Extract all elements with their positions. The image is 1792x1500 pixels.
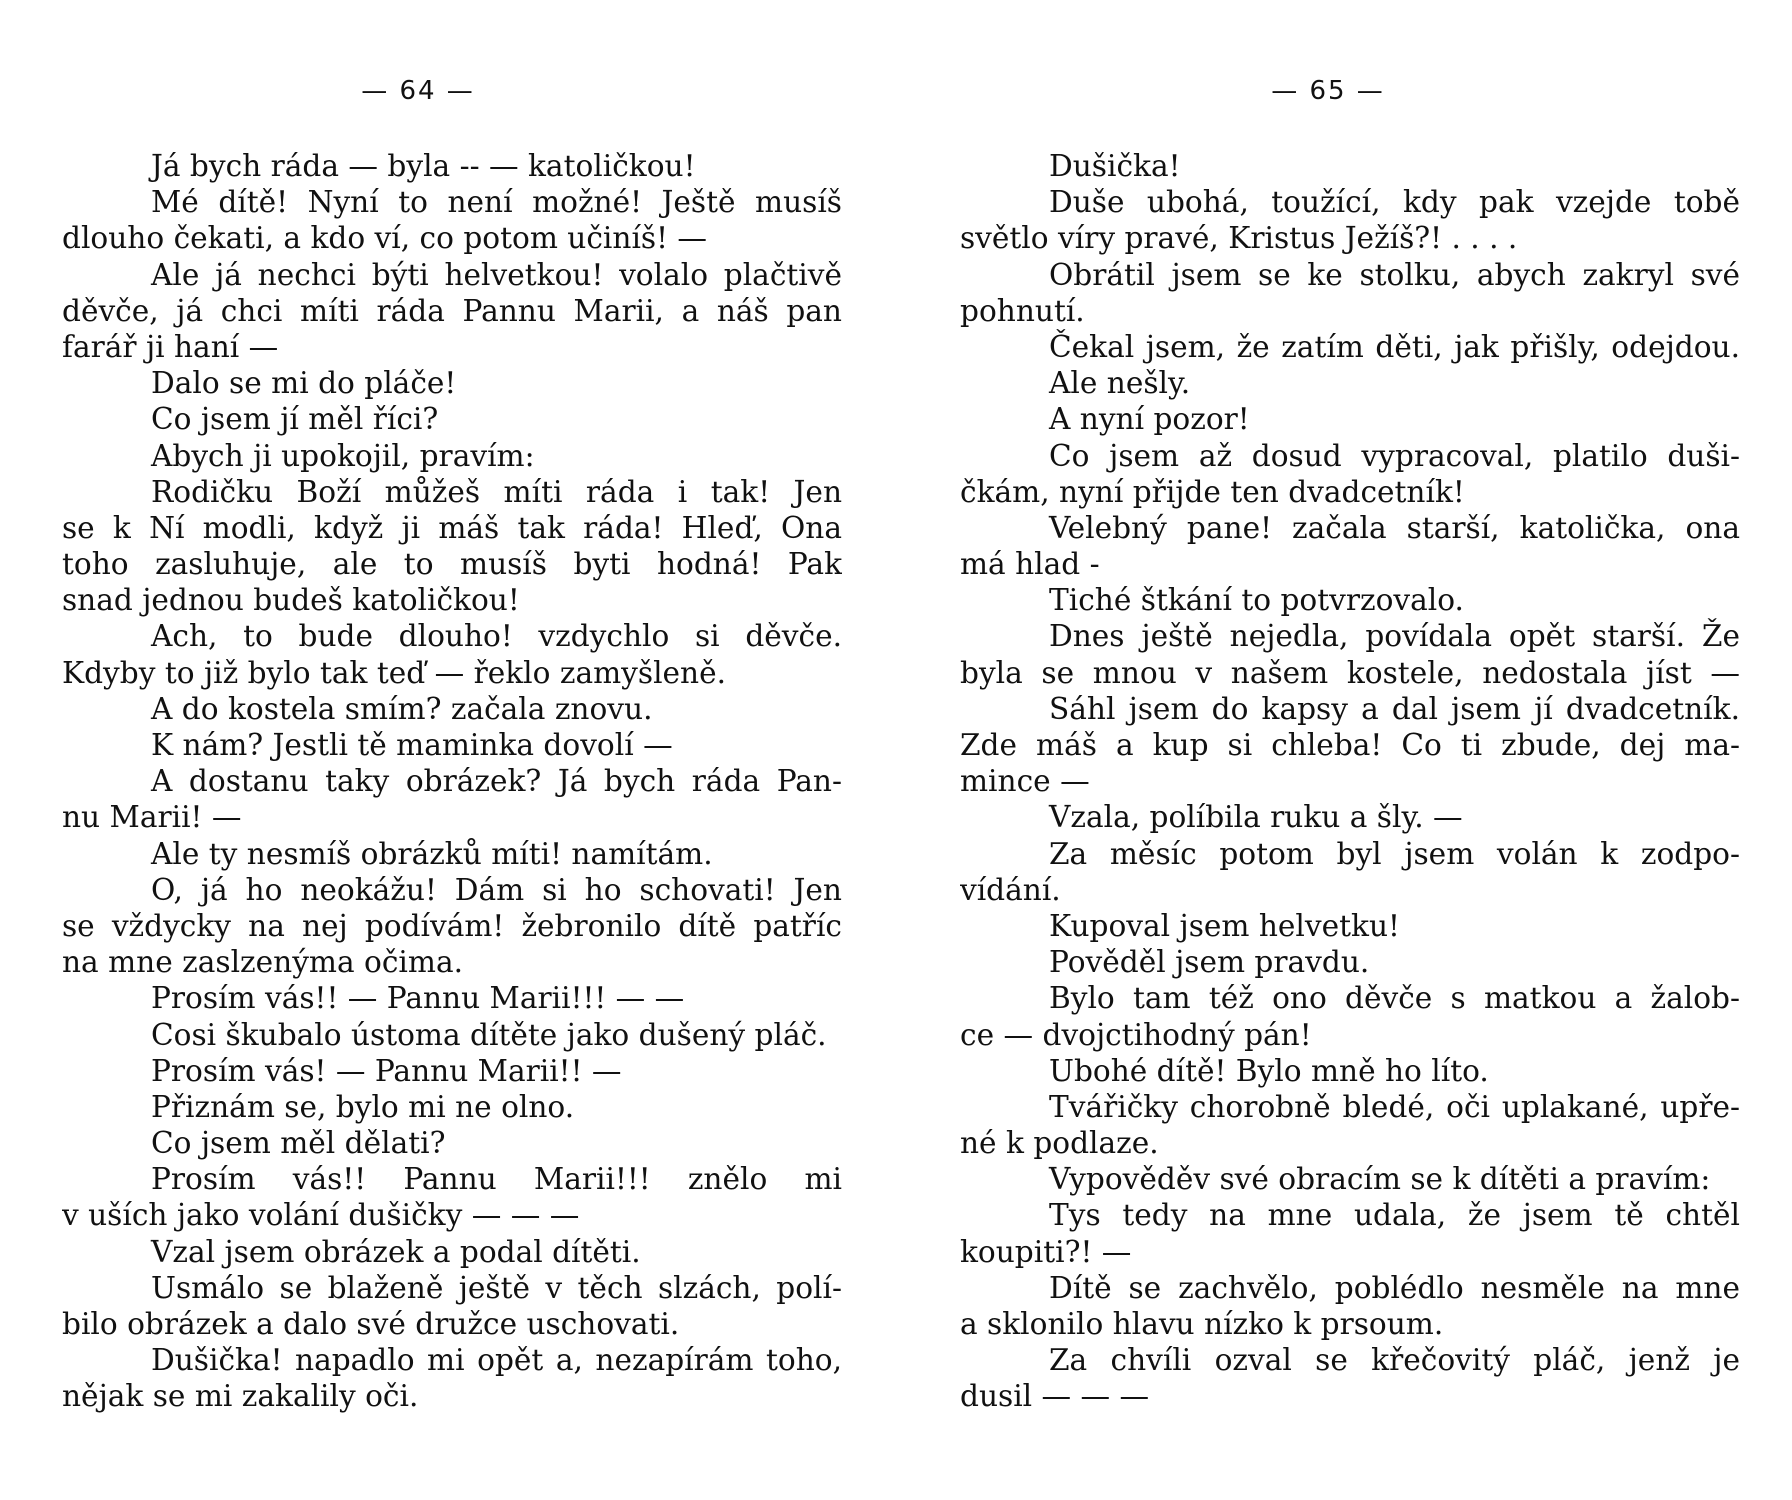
text-line: Dušička! napadlo mi opět a, nezapírám toho, xyxy=(151,1343,842,1378)
text-line: světlo víry pravé, Kristus Ježíš?! . . . . xyxy=(960,221,1518,256)
text-line: dlouho čekati, a kdo ví, co potom učiníš! — xyxy=(62,221,707,256)
text-line: bilo obrázek a dalo své družce uschovati. xyxy=(62,1307,680,1341)
text-line: Ale já nechci býti helvetkou! volalo plačtivě xyxy=(151,257,842,292)
text-line: Čekal jsem, že zatím děti, jak přišly, odejdou. xyxy=(1049,329,1740,364)
text-line: se k Ní modli, když ji máš tak ráda! Hleď, Ona xyxy=(62,510,842,545)
text-line: Dušička! xyxy=(1049,149,1181,183)
text-line: Rodičku Boží můžeš míti ráda i tak! Jen xyxy=(151,474,842,509)
text-line: Za měsíc potom byl jsem volán k zodpo- xyxy=(1049,836,1740,871)
text-line: nu Marii! — xyxy=(62,800,242,835)
text-line: Za chvíli ozval se křečovitý pláč, jenž je xyxy=(1049,1343,1740,1378)
text-line: Velebný pane! začala starší, katolička, ona xyxy=(1049,510,1740,545)
text-line: Přiznám se, bylo mi ne olno. xyxy=(151,1089,575,1124)
text-line: Prosím vás! — Pannu Marii!! — xyxy=(151,1053,622,1088)
text-line: Abych ji upokojil, pravím: xyxy=(151,438,535,473)
text-line: Co jsem až dosud vypracoval, platilo duši- xyxy=(1049,438,1740,473)
text-line: Zde máš a kup si chleba! Co ti zbude, dej ma- xyxy=(960,728,1740,762)
text-line: Ale ty nesmíš obrázků míti! namítám. xyxy=(151,836,713,871)
text-line: Co jsem jí měl říci? xyxy=(151,402,439,437)
text-line: Tiché štkání to potvrzovalo. xyxy=(1049,583,1464,618)
text-line: vídání. xyxy=(960,872,1061,907)
text-line: Já bych ráda — byla -- — katoličkou! xyxy=(151,149,696,183)
text-line: Vzala, políbila ruku a šly. — xyxy=(1049,800,1463,835)
text-line: snad jednou budeš katoličkou! xyxy=(62,583,520,618)
text-line: Cosi škubalo ústoma dítěte jako dušený pláč. xyxy=(151,1017,827,1052)
text-line: v uších jako volání dušičky — — — xyxy=(62,1198,580,1233)
text-line: Ach, to bude dlouho! vzdychlo si děvče. xyxy=(151,619,842,654)
text-line: Dítě se zachvělo, poblédlo nesměle na mne xyxy=(1049,1270,1740,1305)
text-line: Dnes ještě nejedla, povídala opět starší. Že xyxy=(1049,619,1740,654)
text-line: dusil — — — xyxy=(960,1379,1150,1414)
text-line: Co jsem měl dělati? xyxy=(151,1126,446,1161)
text-line: na mne zaslzenýma očima. xyxy=(62,945,464,980)
text-line: Mé dítě! Nyní to není možné! Ještě musíš xyxy=(151,185,842,220)
text-line: a sklonilo hlavu nízko k prsoum. xyxy=(960,1307,1444,1341)
text-line: farář ji haní — xyxy=(62,329,279,364)
text-line: Tys tedy na mne udala, že jsem tě chtěl xyxy=(1049,1198,1740,1233)
text-line: A nyní pozor! xyxy=(1049,402,1250,437)
text-line: se vždycky na nej podívám! žebronilo dítě patříc xyxy=(62,908,842,943)
text-line: Bylo tam též ono děvče s matkou a žalob- xyxy=(1049,981,1740,1016)
text-line: toho zasluhuje, ale to musíš byti hodná! Pak xyxy=(62,547,842,582)
text-line: Tvářičky chorobně bledé, oči uplakané, upře- xyxy=(1049,1089,1740,1124)
page-number: — 65 — xyxy=(1271,76,1385,106)
text-line: mince — xyxy=(960,764,1090,799)
text-line: Sáhl jsem do kapsy a dal jsem jí dvadcetník. xyxy=(1049,691,1740,726)
text-line: Prosím vás!! — Pannu Marii!!! — — xyxy=(151,981,685,1016)
text-line: má hlad - xyxy=(960,547,1100,582)
text-line: koupiti?! — xyxy=(960,1234,1132,1269)
text-line: K nám? Jestli tě maminka dovolí — xyxy=(151,728,673,762)
text-line: A do kostela smím? začala znovu. xyxy=(151,691,653,726)
text-line: Usmálo se blaženě ještě v těch slzách, polí- xyxy=(151,1270,842,1305)
text-line: né k podlaze. xyxy=(960,1126,1159,1161)
page-number: — 64 — xyxy=(361,76,475,106)
text-line: Ubohé dítě! Bylo mně ho líto. xyxy=(1049,1053,1489,1088)
text-line: nějak se mi zakalily oči. xyxy=(62,1379,419,1414)
text-line: čkám, nyní přijde ten dvadcetník! xyxy=(960,474,1465,509)
text-line: děvče, já chci míti ráda Pannu Marii, a náš pan xyxy=(62,293,842,328)
text-line: Ale nešly. xyxy=(1049,366,1191,401)
page-text xyxy=(960,148,1740,1415)
text-line: O, já ho neokážu! Dám si ho schovati! Jen xyxy=(151,872,842,907)
text-line: byla se mnou v našem kostele, nedostala jíst — xyxy=(960,655,1740,690)
text-line: Pověděl jsem pravdu. xyxy=(1049,945,1370,980)
text-line: Duše ubohá, toužící, kdy pak vzejde tobě xyxy=(1049,185,1740,220)
text-line: Vzal jsem obrázek a podal dítěti. xyxy=(151,1234,641,1269)
page-text xyxy=(62,148,842,1415)
text-line: pohnutí. xyxy=(960,293,1085,328)
text-line: Obrátil jsem se ke stolku, abych zakryl své xyxy=(1049,257,1740,292)
text-line: ce — dvojctihodný pán! xyxy=(960,1017,1312,1052)
text-line: Kdyby to již bylo tak teď — řeklo zamyšleně. xyxy=(62,655,727,690)
text-line: Vypověděv své obracím se k dítěti a pravím: xyxy=(1049,1162,1711,1197)
text-line: Prosím vás!! Pannu Marii!!! znělo mi xyxy=(151,1162,842,1197)
text-line: A dostanu taky obrázek? Já bych ráda Pan- xyxy=(151,764,842,799)
text-line: Dalo se mi do pláče! xyxy=(151,366,457,401)
text-line: Kupoval jsem helvetku! xyxy=(1049,908,1400,943)
